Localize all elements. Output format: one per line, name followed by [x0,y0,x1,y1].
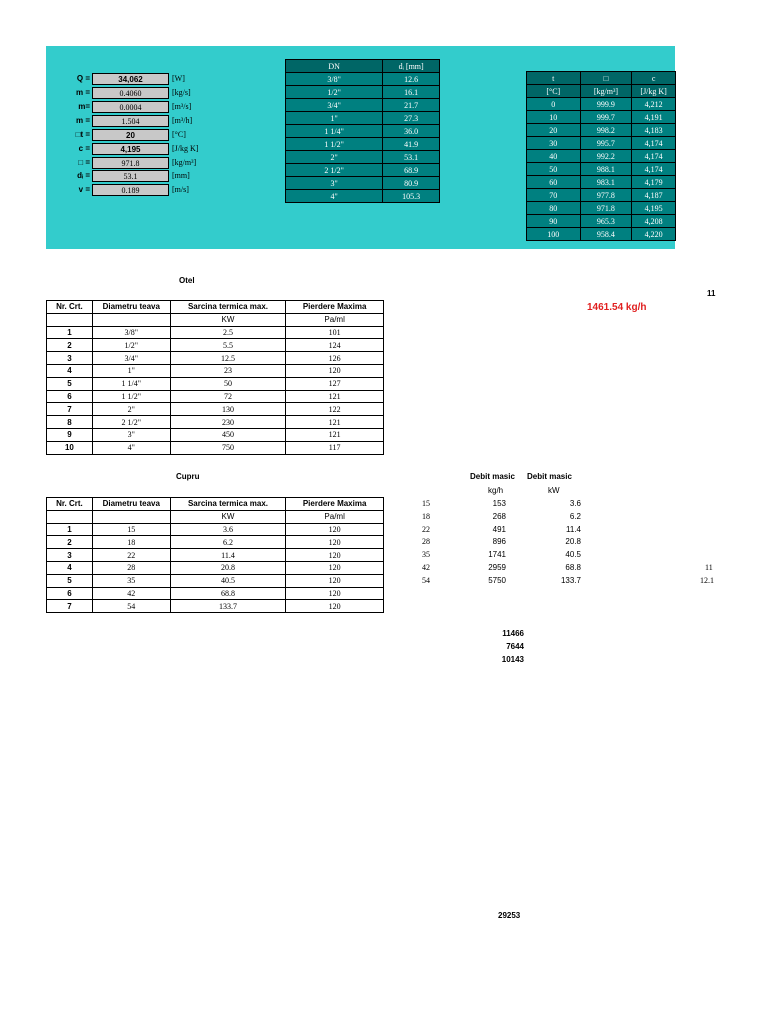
cupru-table [46,497,384,613]
cupru-cell: 40.5 [170,574,286,587]
prop-cell: 4,174 [632,163,676,176]
debit-unit-kgh: kg/h [488,486,504,495]
param-unit: [m³/s] [172,102,192,111]
dn-row [286,125,440,138]
cupru-cell: 22 [92,549,170,562]
prop-unit-cell: [J/kg K] [632,85,676,98]
prop-cell: 4,183 [632,124,676,137]
param-value: 971.8 [92,157,169,169]
prop-row [527,98,676,111]
otel-cell: 50 [170,377,286,390]
cupru-unit-cell: KW [170,510,286,523]
prop-cell: 4,212 [632,98,676,111]
debit-kgh: 268 [492,511,506,521]
table-row [47,326,384,339]
prop-cell: 100 [527,228,581,241]
debit-kgh: 153 [492,499,506,508]
debit-kw: 3.6 [569,499,581,508]
cupru-cell: 35 [92,574,170,587]
cupru-cell: 6.2 [170,536,286,549]
dn-table [285,59,440,203]
bottom-total: 29253 [498,911,521,920]
cupru-cell: 6 [47,587,93,600]
dn-row [286,73,440,86]
prop-row [527,228,676,241]
prop-cell: 995.7 [580,137,632,150]
otel-title: Otel [179,276,195,285]
otel-cell: 1 1/2" [92,390,170,403]
dn-row [286,86,440,99]
cupru-cell: 120 [286,574,384,587]
cupru-header-cell: Nr. Crt. [47,498,93,511]
prop-header-row [527,72,676,85]
param-value: 1.504 [92,115,169,127]
dn-cell: 2 1/2" [286,164,383,177]
water-properties-table [526,71,676,241]
cupru-cell: 120 [286,523,384,536]
table-row [47,574,384,587]
otel-cell: 127 [286,377,384,390]
table-row [47,403,384,416]
dn-cell: 68.9 [383,164,440,177]
debit-kw: 20.8 [565,537,581,547]
prop-row [527,202,676,215]
debit-kw: 68.8 [565,563,581,572]
cupru-cell: 1 [47,523,93,536]
otel-cell: 12.5 [170,352,286,365]
table-row [47,441,384,454]
param-label: dᵢ = [77,171,90,180]
table-row [47,600,384,613]
param-unit: [m³/h] [172,116,193,125]
cupru-cell: 5 [47,574,93,587]
cupru-cell: 54 [92,600,170,613]
debit-kgh: 2959 [488,563,506,572]
cupru-cell: 68.8 [170,587,286,600]
otel-cell: 5 [47,377,93,390]
param-value: 4,195 [92,143,169,155]
param-value: 34,062 [92,73,169,85]
prop-unit-row [527,85,676,98]
otel-cell: 101 [286,326,384,339]
otel-cell: 1" [92,364,170,377]
debit-header-kgh: Debit masic [470,472,515,481]
top-right-number: 11 [707,289,716,298]
otel-cell: 3 [47,352,93,365]
dn-cell: 1 1/2" [286,138,383,151]
prop-cell: 4,174 [632,150,676,163]
dn-header-row [286,60,440,73]
table-row [47,390,384,403]
prop-cell: 70 [527,189,581,202]
param-value: 53.1 [92,170,169,182]
param-unit: [kg/s] [172,88,191,97]
debit-kw: 11.4 [566,524,581,534]
dn-cell: 105.3 [383,190,440,203]
prop-cell: 958.4 [580,228,632,241]
prop-unit-cell: [kg/m³] [580,85,632,98]
prop-header-cell: t [527,72,581,85]
table-row [47,523,384,536]
debit-kgh: 5750 [488,575,506,585]
prop-cell: 999.7 [580,111,632,124]
prop-cell: 988.1 [580,163,632,176]
cupru-cell: 133.7 [170,600,286,613]
dn-cell: 27.3 [383,112,440,125]
otel-header-row [47,301,384,314]
debit-kgh: 1741 [488,550,506,560]
otel-cell: 1/2" [92,339,170,352]
otel-cell: 5.5 [170,339,286,352]
table-row [47,377,384,390]
prop-cell: 971.8 [580,202,632,215]
debit-diameter: 22 [422,524,430,534]
otel-unit-cell [47,313,93,326]
dn-header-cell: dᵢ [mm] [383,60,440,73]
total-value: 10143 [501,655,524,664]
prop-header-cell: □ [580,72,632,85]
total-value: 11466 [502,629,524,638]
prop-cell: 4,208 [632,215,676,228]
otel-unit-cell [92,313,170,326]
prop-cell: 30 [527,137,581,150]
param-unit: [W] [172,74,185,83]
otel-cell: 230 [170,416,286,429]
dn-cell: 3" [286,177,383,190]
cupru-cell: 3 [47,549,93,562]
total-value: 7644 [506,642,524,651]
otel-header-cell: Pierdere Maxima [286,301,384,314]
cupru-header-cell: Sarcina termica max. [170,498,286,511]
otel-cell: 750 [170,441,286,454]
dn-cell: 12.6 [383,73,440,86]
param-value: 0.0004 [92,101,169,113]
cupru-header-cell: Diametru teava [92,498,170,511]
prop-row [527,189,676,202]
dn-cell: 80.9 [383,177,440,190]
cupru-cell: 3.6 [170,523,286,536]
dn-cell: 3/8" [286,73,383,86]
dn-row [286,164,440,177]
prop-cell: 992.2 [580,150,632,163]
dn-cell: 1" [286,112,383,125]
otel-cell: 450 [170,428,286,441]
table-row [47,364,384,377]
debit-kw: 40.5 [565,550,581,560]
prop-cell: 983.1 [580,176,632,189]
otel-cell: 2.5 [170,326,286,339]
otel-cell: 121 [286,416,384,429]
otel-cell: 3/4" [92,352,170,365]
debit-kgh: 896 [492,537,506,547]
debit-kw: 6.2 [569,511,581,521]
cupru-cell: 28 [92,561,170,574]
otel-cell: 72 [170,390,286,403]
otel-unit-row [47,313,384,326]
prop-cell: 4,191 [632,111,676,124]
otel-cell: 121 [286,390,384,403]
prop-cell: 80 [527,202,581,215]
debit-side-value-42: 11 [705,563,713,572]
dn-row [286,151,440,164]
table-row [47,587,384,600]
cupru-cell: 4 [47,561,93,574]
prop-cell: 4,179 [632,176,676,189]
cupru-title: Cupru [176,472,200,481]
prop-cell: 20 [527,124,581,137]
otel-cell: 4 [47,364,93,377]
prop-header-cell: c [632,72,676,85]
dn-cell: 1/2" [286,86,383,99]
mass-flow-result: 1461.54 kg/h [587,302,647,313]
debit-header-kw: Debit masic [527,472,572,481]
param-label: m= [78,102,90,111]
otel-cell: 117 [286,441,384,454]
cupru-unit-cell [92,510,170,523]
cupru-cell: 11.4 [170,549,286,562]
param-value: 0.189 [92,184,169,196]
prop-unit-cell: [°C] [527,85,581,98]
prop-cell: 4,187 [632,189,676,202]
param-label: c = [78,144,90,153]
param-unit: [kg/m³] [172,158,197,167]
table-row [47,561,384,574]
prop-cell: 50 [527,163,581,176]
param-unit: [m/s] [172,185,189,194]
otel-header-cell: Nr. Crt. [47,301,93,314]
dn-cell: 41.9 [383,138,440,151]
dn-row [286,177,440,190]
otel-cell: 3" [92,428,170,441]
table-row [47,352,384,365]
table-row [47,428,384,441]
otel-cell: 7 [47,403,93,416]
prop-row [527,111,676,124]
debit-diameter: 35 [422,550,430,560]
otel-unit-cell: KW [170,313,286,326]
debit-side-value-54: 12.1 [700,576,714,585]
cupru-cell: 7 [47,600,93,613]
cupru-unit-cell: Pa/ml [286,510,384,523]
param-unit: [°C] [172,130,186,139]
dn-row [286,112,440,125]
param-unit: [mm] [172,171,190,180]
prop-cell: 4,195 [632,202,676,215]
cupru-cell: 18 [92,536,170,549]
otel-cell: 120 [286,364,384,377]
cupru-unit-row [47,510,384,523]
otel-cell: 9 [47,428,93,441]
prop-cell: 999.9 [580,98,632,111]
otel-cell: 124 [286,339,384,352]
dn-row [286,99,440,112]
cupru-header-row [47,498,384,511]
otel-cell: 122 [286,403,384,416]
param-label: □t = [75,130,90,139]
param-label: v = [78,185,90,194]
param-label: m = [75,88,90,97]
cupru-cell: 15 [92,523,170,536]
param-value: 20 [92,129,169,141]
prop-row [527,176,676,189]
cupru-cell: 120 [286,561,384,574]
debit-unit-kw: kW [548,486,560,495]
dn-cell: 16.1 [383,86,440,99]
debit-diameter: 54 [422,575,430,585]
cupru-cell: 20.8 [170,561,286,574]
cupru-cell: 120 [286,587,384,600]
prop-cell: 40 [527,150,581,163]
prop-row [527,150,676,163]
debit-kw: 133.7 [560,575,581,585]
cupru-cell: 120 [286,549,384,562]
otel-unit-cell: Pa/ml [286,313,384,326]
otel-cell: 3/8" [92,326,170,339]
otel-cell: 4" [92,441,170,454]
cupru-cell: 42 [92,587,170,600]
otel-cell: 1 [47,326,93,339]
cupru-header-cell: Pierdere Maxima [286,498,384,511]
cupru-unit-cell [47,510,93,523]
param-label: Q = [76,74,90,83]
param-value: 0.4060 [92,87,169,99]
dn-cell: 2" [286,151,383,164]
param-label: □ = [78,158,90,167]
dn-cell: 21.7 [383,99,440,112]
otel-cell: 2 1/2" [92,416,170,429]
table-row [47,536,384,549]
otel-cell: 126 [286,352,384,365]
debit-kgh: 491 [492,524,506,534]
otel-cell: 8 [47,416,93,429]
dn-cell: 36.0 [383,125,440,138]
otel-cell: 1 1/4" [92,377,170,390]
prop-cell: 60 [527,176,581,189]
debit-diameter: 15 [422,499,430,508]
dn-cell: 4" [286,190,383,203]
dn-cell: 1 1/4" [286,125,383,138]
otel-cell: 121 [286,428,384,441]
otel-cell: 23 [170,364,286,377]
prop-cell: 977.8 [580,189,632,202]
otel-cell: 10 [47,441,93,454]
prop-cell: 10 [527,111,581,124]
debit-diameter: 42 [422,563,430,572]
table-row [47,549,384,562]
otel-cell: 6 [47,390,93,403]
prop-row [527,163,676,176]
debit-diameter: 28 [422,537,430,547]
cupru-cell: 120 [286,536,384,549]
prop-row [527,124,676,137]
prop-row [527,137,676,150]
cupru-cell: 2 [47,536,93,549]
otel-header-cell: Sarcina termica max. [170,301,286,314]
prop-cell: 4,174 [632,137,676,150]
prop-cell: 965.3 [580,215,632,228]
dn-row [286,138,440,151]
debit-diameter: 18 [422,511,430,521]
param-label: m = [75,116,90,125]
otel-table [46,300,384,455]
table-row [47,416,384,429]
prop-cell: 998.2 [580,124,632,137]
otel-header-cell: Diametru teava [92,301,170,314]
otel-cell: 130 [170,403,286,416]
dn-header-cell: DN [286,60,383,73]
table-row [47,339,384,352]
dn-cell: 53.1 [383,151,440,164]
dn-cell: 3/4" [286,99,383,112]
cupru-cell: 120 [286,600,384,613]
dn-row [286,190,440,203]
param-unit: [J/kg K] [172,144,199,153]
prop-cell: 90 [527,215,581,228]
otel-cell: 2 [47,339,93,352]
otel-cell: 2" [92,403,170,416]
prop-cell: 0 [527,98,581,111]
prop-row [527,215,676,228]
prop-cell: 4,220 [632,228,676,241]
